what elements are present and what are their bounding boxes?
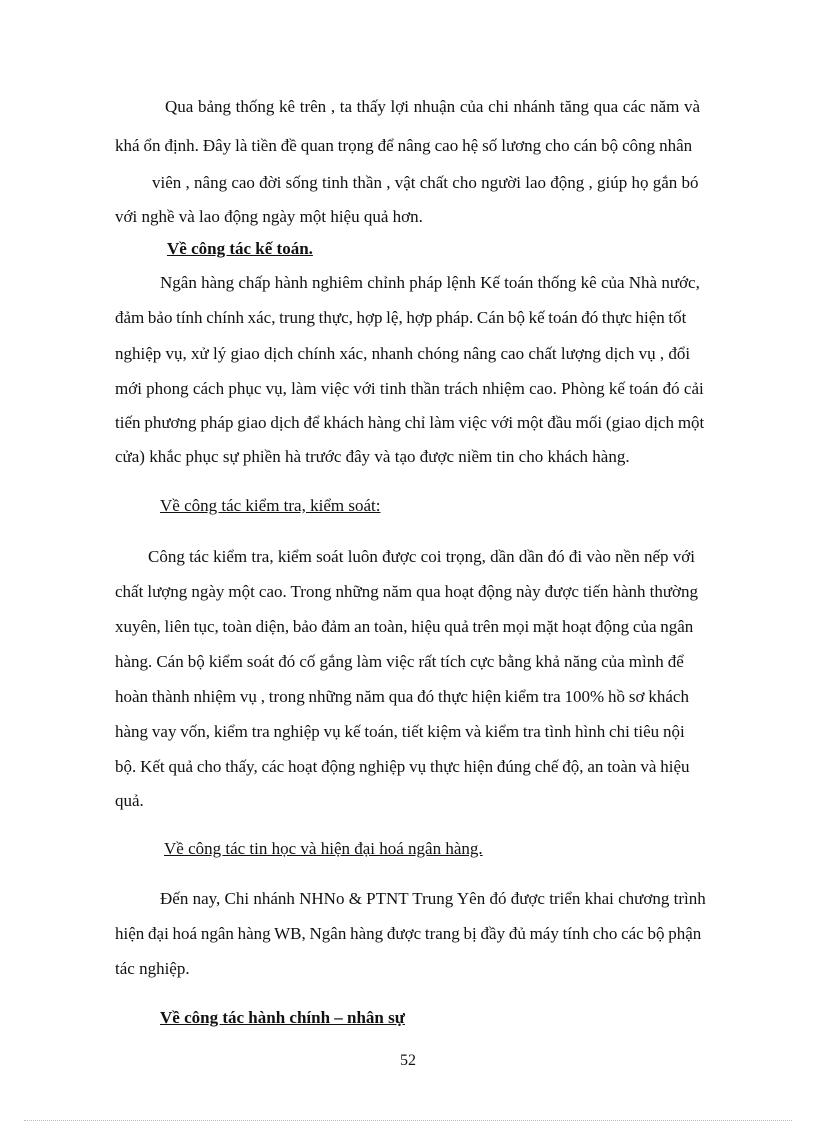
text-line: hoàn thành nhiệm vụ , trong những năm qua đó thực hiện kiểm tra 100% hồ sơ khách	[115, 687, 689, 706]
text-line: viên , nâng cao đời sống tinh thần , vật chất cho người lao động , giúp họ gắn bó	[152, 173, 699, 192]
text-line: Công tác kiểm tra, kiểm soát luôn được coi trọng, dần dần đó đi vào nền nếp với	[148, 547, 695, 566]
text-line: bộ. Kết quả cho thấy, các hoạt động nghiệp vụ thực hiện đúng chế độ, an toàn và hiệu	[115, 757, 690, 776]
text-line: xuyên, liên tục, toàn diện, bảo đảm an toàn, hiệu quả trên mọi mặt hoạt động của ngân	[115, 617, 694, 636]
page-number: 52	[400, 1052, 416, 1069]
text-line: quả.	[115, 791, 144, 810]
text-line: với nghề và lao động ngày một hiệu quả hơn.	[115, 207, 423, 226]
text-line: chất lượng ngày một cao. Trong những năm qua hoạt động này được tiến hành thường	[115, 582, 699, 601]
text-line: hiện đại hoá ngân hàng WB, Ngân hàng được trang bị đầy đủ máy tính cho các bộ phận	[115, 924, 702, 943]
section-heading-it: Về công tác tin học và hiện đại hoá ngân hàng.	[164, 839, 483, 858]
text-line: hàng vay vốn, kiểm tra nghiệp vụ kế toán, tiết kiệm và kiểm tra tình hình chi tiêu nội	[115, 722, 685, 741]
text-line: nghiệp vụ, xử lý giao dịch chính xác, nhanh chóng nâng cao chất lượng dịch vụ , đổi	[115, 344, 691, 363]
text-line: Đến nay, Chi nhánh NHNo & PTNT Trung Yên đó được triển khai chương trình	[160, 889, 706, 908]
text-line: tiến phương pháp giao dịch để khách hàng chỉ làm việc với một đầu mối (giao dịch một	[115, 413, 705, 432]
section-heading-admin: Về công tác hành chính – nhân sự	[160, 1008, 405, 1027]
text-line: mới phong cách phục vụ, làm việc với tinh thần trách nhiệm cao. Phòng kế toán đó cải	[115, 379, 704, 398]
section-heading-inspection: Về công tác kiểm tra, kiểm soát:	[160, 496, 381, 515]
text-line: đảm bảo tính chính xác, trung thực, hợp lệ, hợp pháp. Cán bộ kế toán đó thực hiện tốt	[115, 308, 687, 327]
text-line: tác nghiệp.	[115, 959, 190, 978]
text-line: hàng. Cán bộ kiểm soát đó cố gắng làm việc rất tích cực bằng khả năng của mình để	[115, 652, 684, 671]
text-line: khá ổn định. Đây là tiền đề quan trọng để nâng cao hệ số lương cho cán bộ công nhân	[115, 136, 693, 155]
text-line: Qua bảng thống kê trên , ta thấy lợi nhuận của chi nhánh tăng qua các năm và	[165, 97, 701, 116]
section-heading-accounting: Về công tác kế toán.	[167, 239, 313, 258]
page-bottom-rule	[24, 1120, 792, 1121]
text-line: Ngân hàng chấp hành nghiêm chỉnh pháp lệnh Kế toán thống kê của Nhà nước,	[160, 273, 700, 292]
text-line: cửa) khắc phục sự phiền hà trước đây và tạo được niềm tin cho khách hàng.	[115, 447, 630, 466]
